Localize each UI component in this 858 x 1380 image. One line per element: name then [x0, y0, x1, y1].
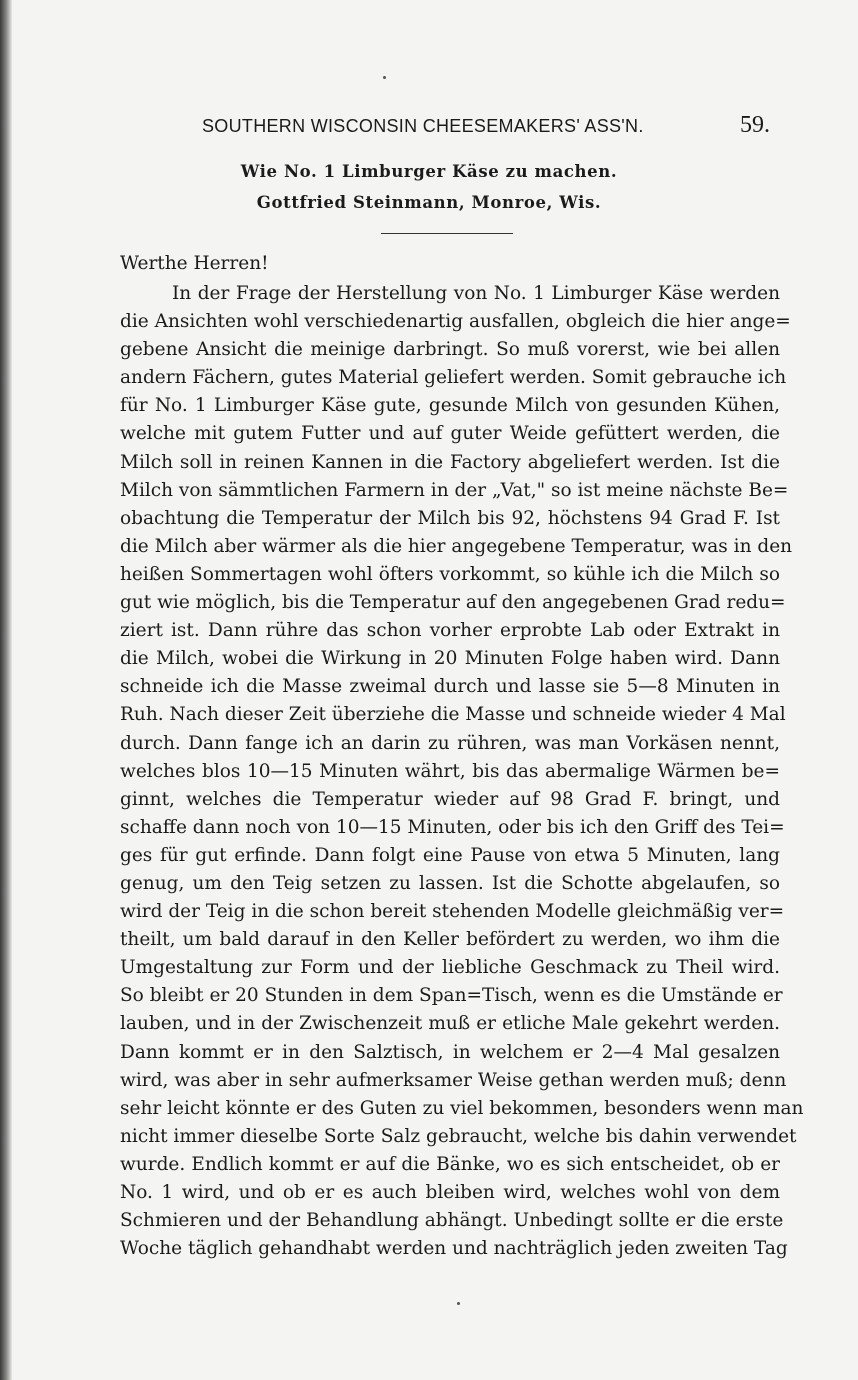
body-line: Woche täglich gehandhabt werden und nachträglich jeden zweiten Tag	[120, 1238, 788, 1260]
body-line: schneide ich die Masse zweimal durch und lasse sie 5—8 Minuten in	[120, 676, 780, 698]
page-number: 59.	[740, 112, 770, 138]
body-line: schaffe dann noch von 10—15 Minuten, oder bis ich den Griff des Tei=	[120, 816, 785, 838]
body-line: welches blos 10—15 Minuten währt, bis das abermalige Wärmen be=	[120, 760, 780, 782]
body-line: lauben, und in der Zwischenzeit muß er etliche Male gekehrt werden.	[120, 1013, 780, 1035]
body-line: wurde. Endlich kommt er auf die Bänke, wo es sich entscheidet, ob er	[120, 1153, 780, 1175]
salutation: Werthe Herren!	[120, 253, 269, 274]
body-line: welche mit gutem Futter und auf guter Weide gefüttert werden, die	[120, 423, 780, 445]
body-line: genug, um den Teig setzen zu lassen. Ist die Schotte abgelaufen, so	[120, 872, 780, 894]
body-line: gut wie möglich, bis die Temperatur auf den angegebenen Grad redu=	[120, 592, 786, 614]
print-speck	[383, 76, 386, 79]
body-line: Umgestaltung zur Form und der liebliche Geschmack zu Theil wird.	[120, 957, 780, 979]
body-line: ges für gut erfinde. Dann folgt eine Pause von etwa 5 Minuten, lang	[120, 844, 780, 866]
body-line: Ruh. Nach dieser Zeit überziehe die Masse und schneide wieder 4 Mal	[120, 704, 786, 726]
running-title: SOUTHERN WISCONSIN CHEESEMAKERS' ASS'N.	[202, 116, 644, 136]
body-line: andern Fächern, gutes Material geliefert werden. Somit gebrauche ich	[120, 367, 787, 389]
body-line: gebene Ansicht die meinige darbringt. So muß vorerst, wie bei allen	[120, 339, 780, 361]
article-body	[120, 280, 804, 1263]
body-line: wird der Teig in die schon bereit stehenden Modelle gleichmäßig ver=	[120, 901, 785, 923]
running-head	[132, 114, 772, 144]
body-line: die Ansichten wohl verschiedenartig ausfallen, obgleich die hier ange=	[120, 311, 791, 333]
body-line: die Milch aber wärmer als die hier angegebene Temperatur, was in den	[120, 535, 793, 557]
title-divider	[381, 233, 513, 234]
body-line: wird, was aber in sehr aufmerksamer Weise gethan werden muß; denn	[120, 1069, 787, 1091]
body-line: ginnt, welches die Temperatur wieder auf 98 Grad F. bringt, und	[120, 788, 780, 810]
body-line: obachtung die Temperatur der Milch bis 92, höchstens 94 Grad F. Ist	[120, 507, 780, 529]
body-line: So bleibt er 20 Stunden in dem Span=Tisch, wenn es die Umstände er	[120, 985, 783, 1007]
body-line: Milch soll in reinen Kannen in die Factory abgeliefert werden. Ist die	[120, 451, 780, 473]
article-title: Wie No. 1 Limburger Käse zu machen.	[240, 162, 618, 181]
body-line: ziert ist. Dann rühre das schon vorher erprobte Lab oder Extrakt in	[120, 620, 780, 642]
body-line: In der Frage der Herstellung von No. 1 Limburger Käse werden	[172, 283, 780, 304]
body-line: Dann kommt er in den Salztisch, in welchem er 2—4 Mal gesalzen	[120, 1041, 780, 1063]
article-author: Gottfried Steinmann, Monroe, Wis.	[256, 193, 602, 212]
print-speck	[457, 1302, 460, 1305]
body-line: theilt, um bald darauf in den Keller befördert zu werden, wo ihm die	[120, 929, 780, 951]
body-line: nicht immer dieselbe Sorte Salz gebraucht, welche bis dahin verwendet	[120, 1125, 797, 1147]
body-line: No. 1 wird, und ob er es auch bleiben wird, welches wohl von dem	[120, 1182, 780, 1203]
body-line: für No. 1 Limburger Käse gute, gesunde Milch von gesunden Kühen,	[120, 395, 780, 417]
body-line: Milch von sämmtlichen Farmern in der „Vat," so ist meine nächste Be=	[120, 479, 789, 501]
body-line: durch. Dann fange ich an darin zu rühren, was man Vorkäsen nennt,	[120, 732, 780, 754]
body-line: Schmieren und der Behandlung abhängt. Unbedingt sollte er die erste	[120, 1210, 784, 1232]
body-line: die Milch, wobei die Wirkung in 20 Minuten Folge haben wird. Dann	[120, 648, 780, 670]
body-line: heißen Sommertagen wohl öfters vorkommt, so kühle ich die Milch so	[120, 563, 780, 585]
body-line: sehr leicht könnte er des Guten zu viel bekommen, besonders wenn man	[120, 1097, 804, 1119]
